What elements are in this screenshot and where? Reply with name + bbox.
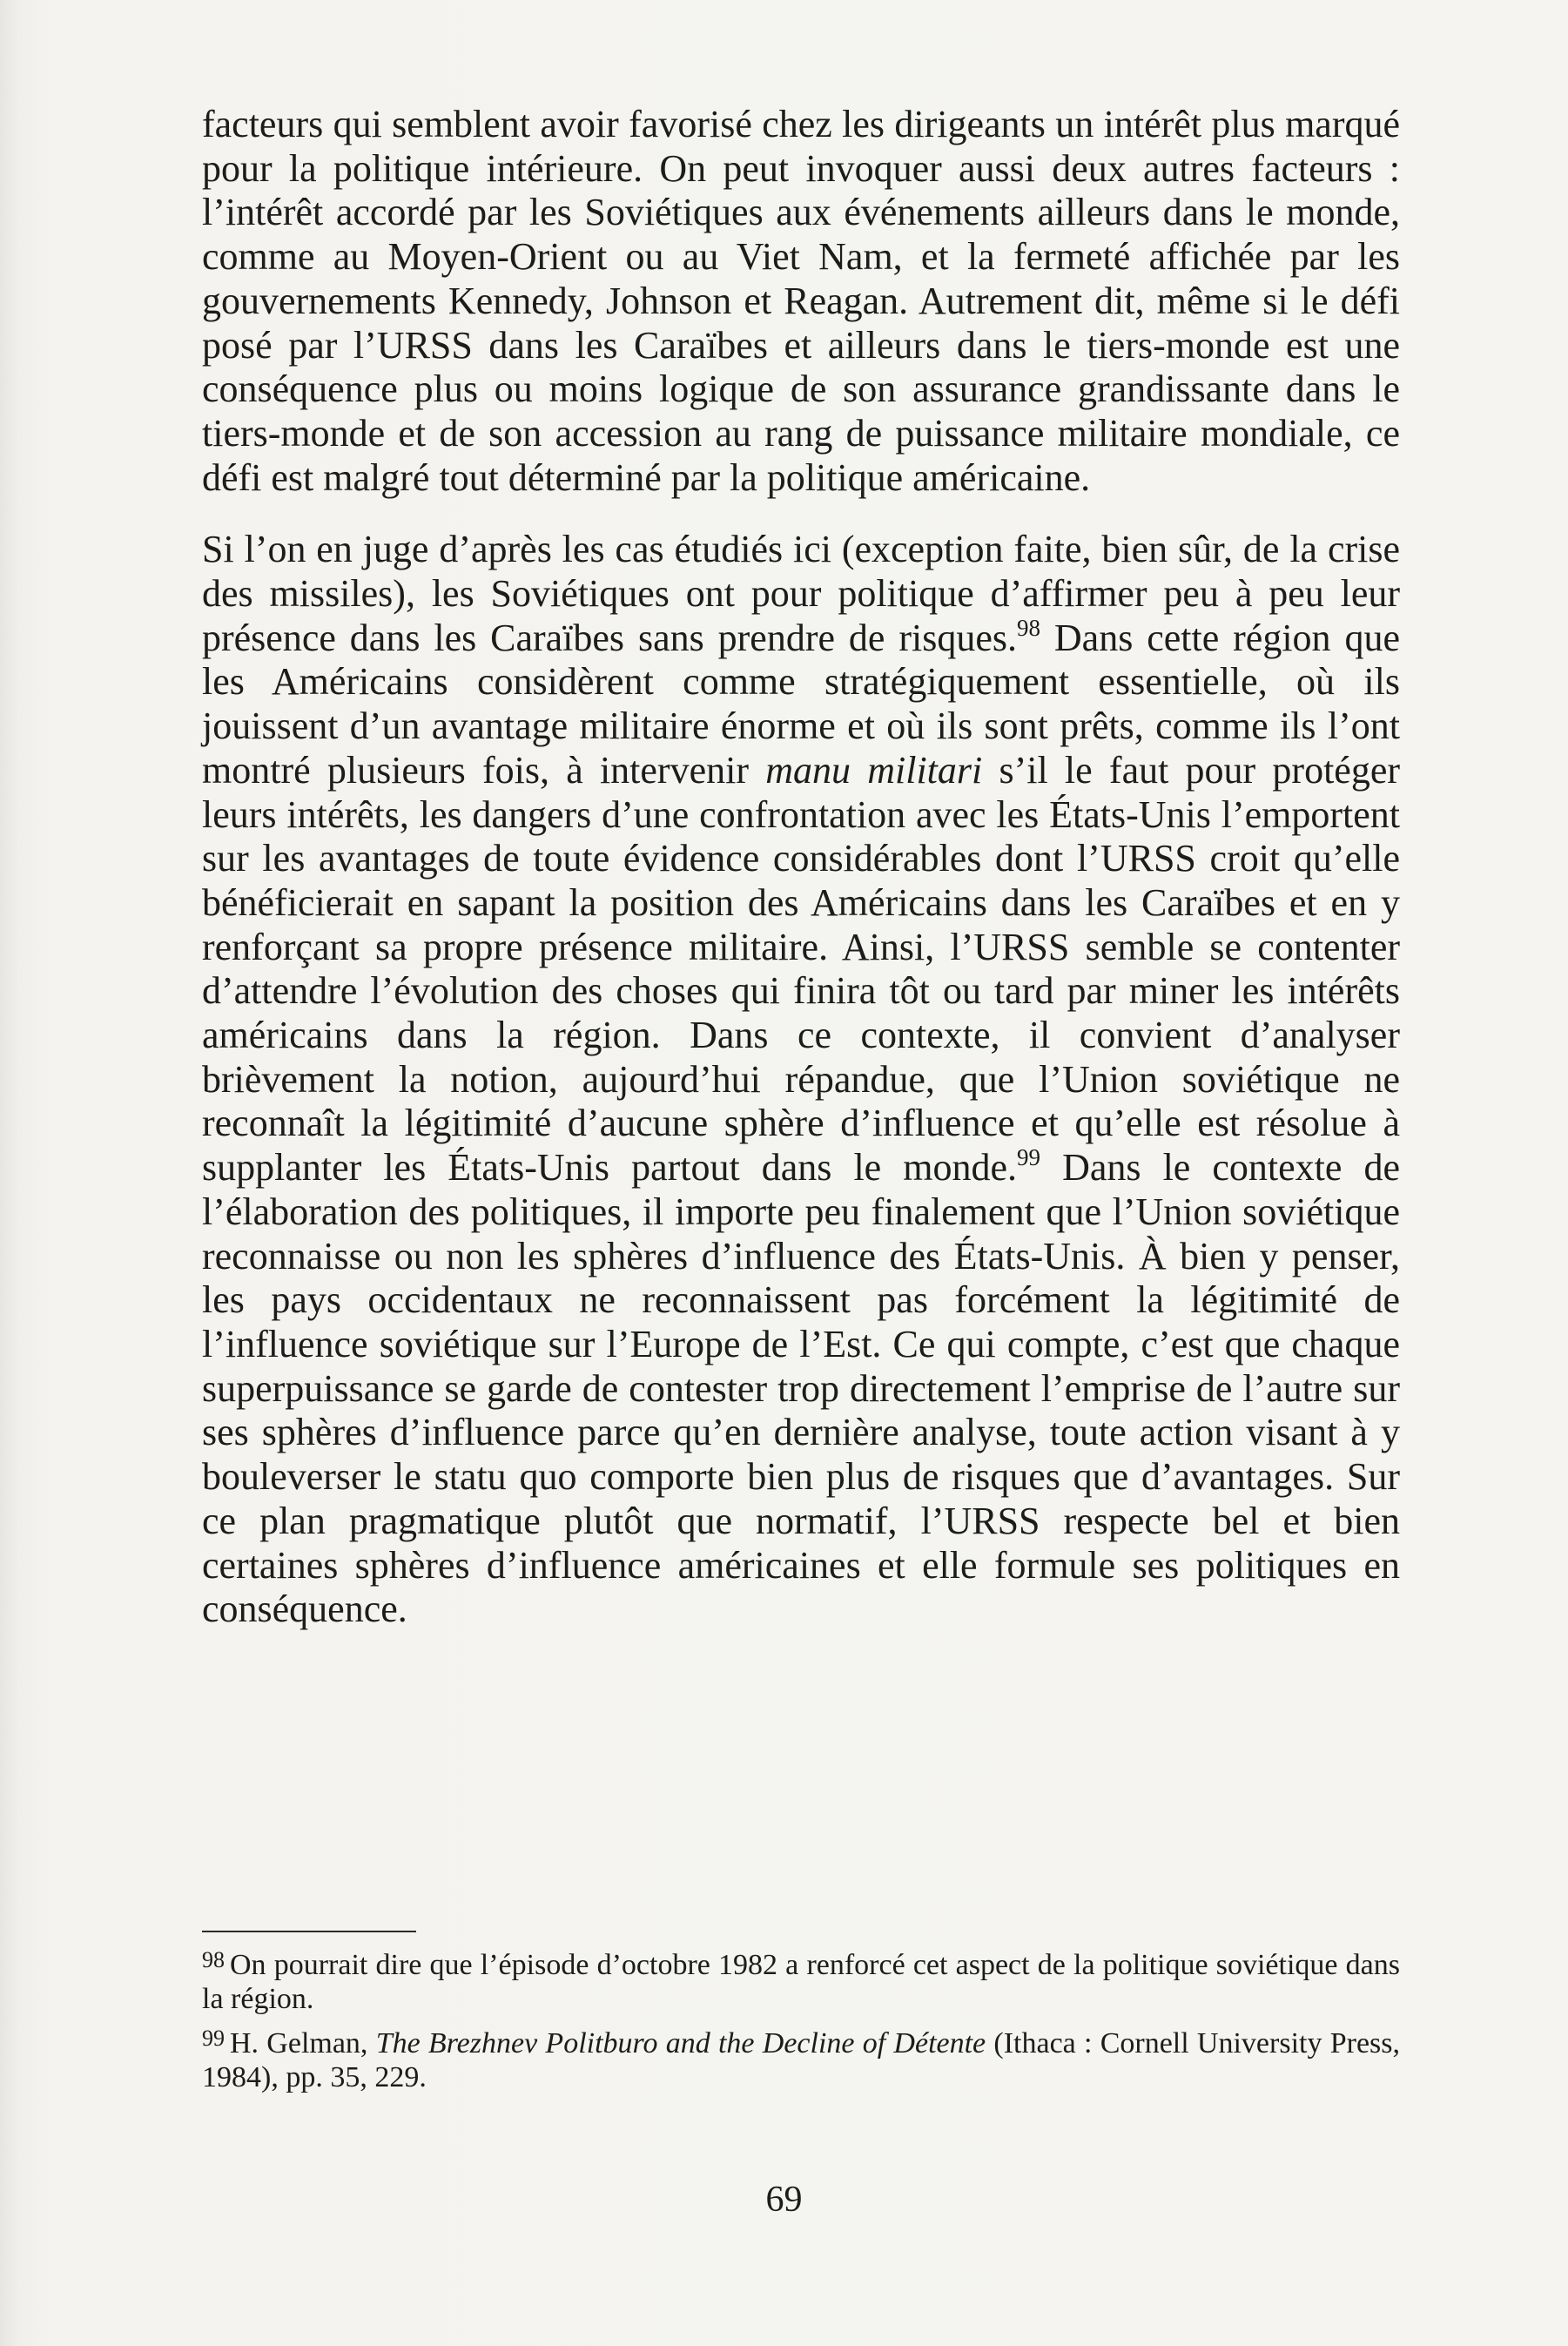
footnote-text-pre: H. Gelman,	[230, 2027, 376, 2059]
paragraph-2-part-1: Si l’on en juge d’après les cas étudiés ici (exception faite, bien sûr, de la crise des missiles), les Soviétiques ont pour politique d’affirmer peu à peu leur présence dans les Caraïbes sans prendre de risques.	[202, 528, 1400, 659]
body-text	[202, 103, 1400, 1632]
footnote-99	[202, 2026, 1400, 2094]
paragraph-2	[202, 528, 1400, 1632]
paragraph-1: facteurs qui semblent avoir favorisé chez les dirigeants un intérêt plus marqué pour la politique intérieure. On peut invoquer aussi deux autres facteurs : l’intérêt accordé par les Soviétiques aux événements ailleurs dans le monde, comme au Moyen-Orient ou au Viet Nam, et la fermeté affichée par les gouvernements Kennedy, Johnson et Reagan. Autrement dit, même si le défi posé par l’URSS dans les Caraïbes et ailleurs dans le tiers-monde est une conséquence plus ou moins logique de son assurance grandissante dans le tiers-monde et de son accession au rang de puissance militaire mondiale, ce défi est malgré tout déterminé par la politique américaine.	[202, 103, 1400, 499]
footnote-book-title: The Brezhnev Politburo and the Decline of Détente	[375, 2027, 986, 2059]
footnote-number: 99	[202, 2026, 225, 2051]
footnote-98	[202, 1948, 1400, 2016]
italic-phrase: manu militari	[765, 748, 983, 792]
footnote-text-post: (Ithaca : Cornell University Press, 1984), pp. 35, 229.	[202, 2027, 1400, 2093]
paragraph-2-part-3: s’il le faut pour protéger leurs intérêts, les dangers d’une confrontation avec les États-Unis l’emportent sur les avantages de toute évidence considérables dont l’URSS croit qu’elle bénéficierait en sapant la position des Américains dans les Caraïbes et en y renforçant sa propre présence militaire. Ainsi, l’URSS semble se contenter d’attendre l’évolution des choses qui finira tôt ou tard par miner les intérêts américains dans la région. Dans ce contexte, il convient d’analyser brièvement la notion, aujourd’hui répandue, que l’Union soviétique ne reconnaît la légitimité d’aucune sphère d’influence et qu’elle est résolue à supplanter les États-Unis partout dans le monde.	[202, 748, 1401, 1190]
footnote-number: 98	[202, 1947, 225, 1972]
footnote-separator	[202, 1931, 416, 1932]
page-number: 69	[765, 2180, 803, 2220]
paragraph-2-part-2: Dans cette région que les Américains considèrent comme stratégiquement essentielle, où ils jouissent d’un avantage militaire énorme et où ils sont prêts, comme ils l’ont montré plusieurs fois, à intervenir	[202, 616, 1400, 792]
footnotes	[202, 1948, 1400, 2105]
footnote-ref-99[interactable]: 99	[1017, 1144, 1041, 1171]
paragraph-2-part-4: Dans le contexte de l’élaboration des politiques, il importe peu finalement que l’Union soviétique reconnaisse ou non les sphères d’influence des États-Unis. À bien y penser, les pays occidentaux ne reconnaissent pas forcément la légitimité de l’influence soviétique sur l’Europe de l’Est. Ce qui compte, c’est que chaque superpuissance se garde de contester trop directement l’emprise de l’autre sur ses sphères d’influence parce qu’en dernière analyse, toute action visant à y bouleverser le statu quo comporte bien plus de risques que d’avantages. Sur ce plan pragmatique plutôt que normatif, l’URSS respecte bel et bien certaines sphères d’influence américaines et elle formule ses politiques en conséquence.	[202, 1146, 1400, 1631]
footnote-ref-98[interactable]: 98	[1016, 614, 1040, 641]
footnote-text: On pourrait dire que l’épisode d’octobre 1982 a renforcé cet aspect de la politique soviétique dans la région.	[202, 1949, 1400, 2015]
